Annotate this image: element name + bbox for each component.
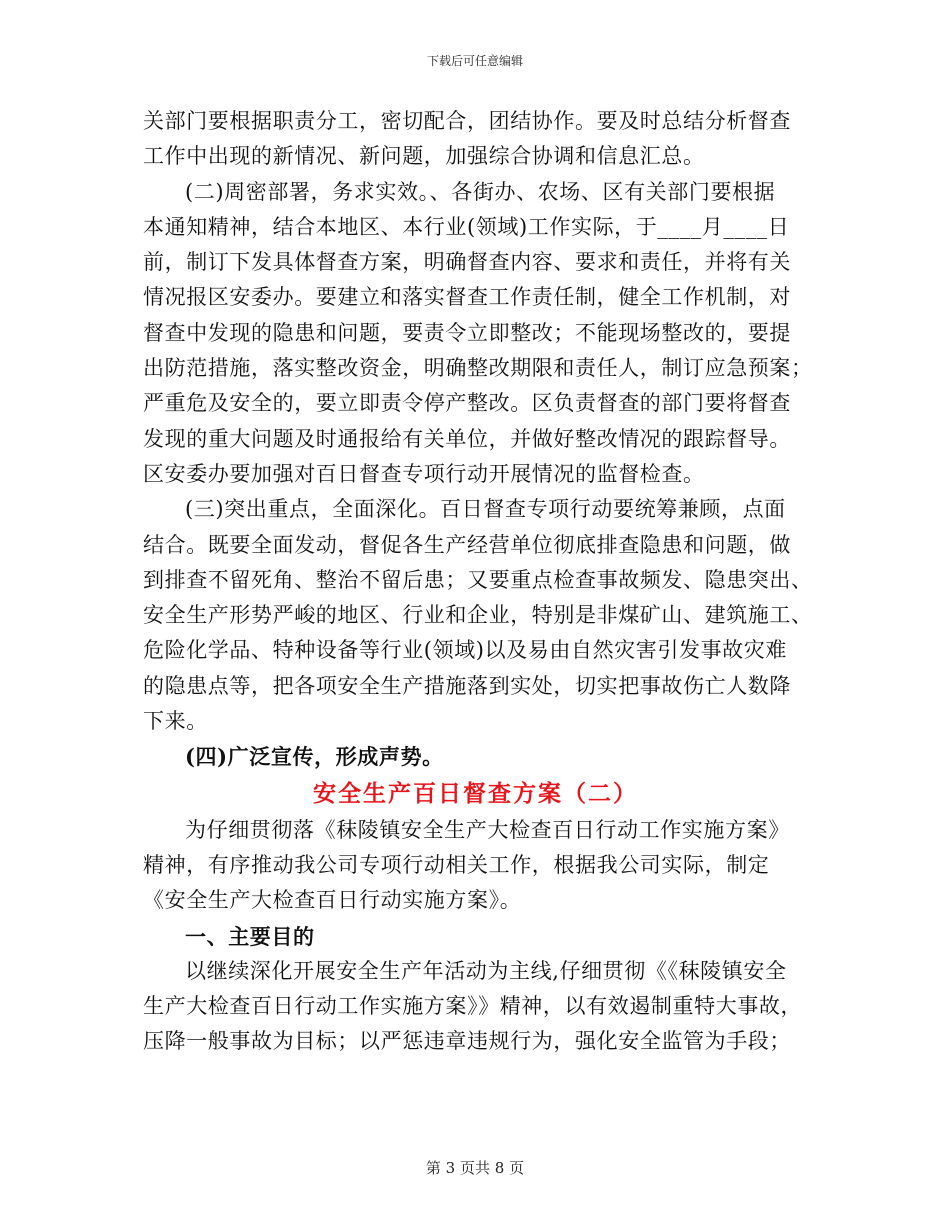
document-title: 安全生产百日督查方案（二） xyxy=(313,779,638,807)
page-header-note: 下载后可任意编辑 xyxy=(426,54,523,68)
page-number-footer: 第 3 页共 8 页 xyxy=(425,1159,525,1177)
paragraph-line: 《安全生产大检查百日行动实施方案》。 xyxy=(143,888,522,913)
paragraph-line: 情况报区安委办。要建立和落实督查工作责任制，健全工作机制，对 xyxy=(143,285,791,310)
paragraph-line: (三)突出重点，全面深化。百日督查专项行动要统筹兼顾，点面 xyxy=(185,497,786,522)
paragraph-line: 精神，有序推动我公司专项行动相关工作，根据我公司实际，制定 xyxy=(143,852,770,877)
paragraph-line: 严重危及安全的，要立即责令停产整改。区负责督查的部门要将督查 xyxy=(143,391,791,416)
section-heading: (四)广泛宣传，形成声势。 xyxy=(185,744,444,770)
paragraph-line: 压降一般事故为目标；以严惩违章违规行为，强化安全监管为手段； xyxy=(143,1029,791,1054)
paragraph-line: 危险化学品、特种设备等行业(领域)以及易由自然灾害引发事故灾难 xyxy=(143,638,787,663)
paragraph-line: 关部门要根据职责分工，密切配合，团结协作。要及时总结分析督查 xyxy=(143,109,791,133)
paragraph-line: 的隐患点等，把各项安全生产措施落到实处，切实把事故伤亡人数降 xyxy=(143,673,791,698)
paragraph-line: 下来。 xyxy=(143,709,208,734)
paragraph-line: 以继续深化开展安全生产年活动为主线,仔细贯彻《《秣陵镇安全 xyxy=(185,958,787,983)
paragraph-line: 生产大检查百日行动工作实施方案》》精神，以有效遏制重特大事故， xyxy=(143,994,803,1019)
section-heading: 一、主要目的 xyxy=(185,923,315,949)
paragraph-line: 本通知精神，结合本地区、本行业(领域)工作实际，于____月____日 xyxy=(143,214,790,239)
document-body xyxy=(143,104,813,1060)
paragraph-line: 出防范措施，落实整改资金，明确整改期限和责任人，制订应急预案； xyxy=(143,356,813,381)
paragraph-line: (二)周密部署，务求实效。、各街办、农场、区有关部门要根据 xyxy=(185,179,776,204)
paragraph-line: 发现的重大问题及时通报给有关单位，并做好整改情况的跟踪督导。 xyxy=(143,426,791,451)
paragraph-line: 工作中出现的新情况、新问题，加强综合协调和信息汇总。 xyxy=(143,144,705,169)
paragraph-line: 区安委办要加强对百日督查专项行动开展情况的监督检查。 xyxy=(143,461,705,486)
paragraph-line: 前，制订下发具体督查方案，明确督查内容、要求和责任，并将有关 xyxy=(143,250,791,275)
paragraph-line: 结合。既要全面发动，督促各生产经营单位彻底排查隐患和问题，做 xyxy=(143,532,791,557)
paragraph-line: 安全生产形势严峻的地区、行业和企业，特别是非煤矿山、建筑施工、 xyxy=(143,603,813,628)
paragraph-line: 为仔细贯彻落《秣陵镇安全生产大检查百日行动工作实施方案》 xyxy=(185,817,790,842)
paragraph-line: 督查中发现的隐患和问题，要责令立即整改；不能现场整改的，要提 xyxy=(143,320,791,345)
paragraph-line: 到排查不留死角、整治不留后患；又要重点检查事故频发、隐患突出、 xyxy=(143,567,813,592)
